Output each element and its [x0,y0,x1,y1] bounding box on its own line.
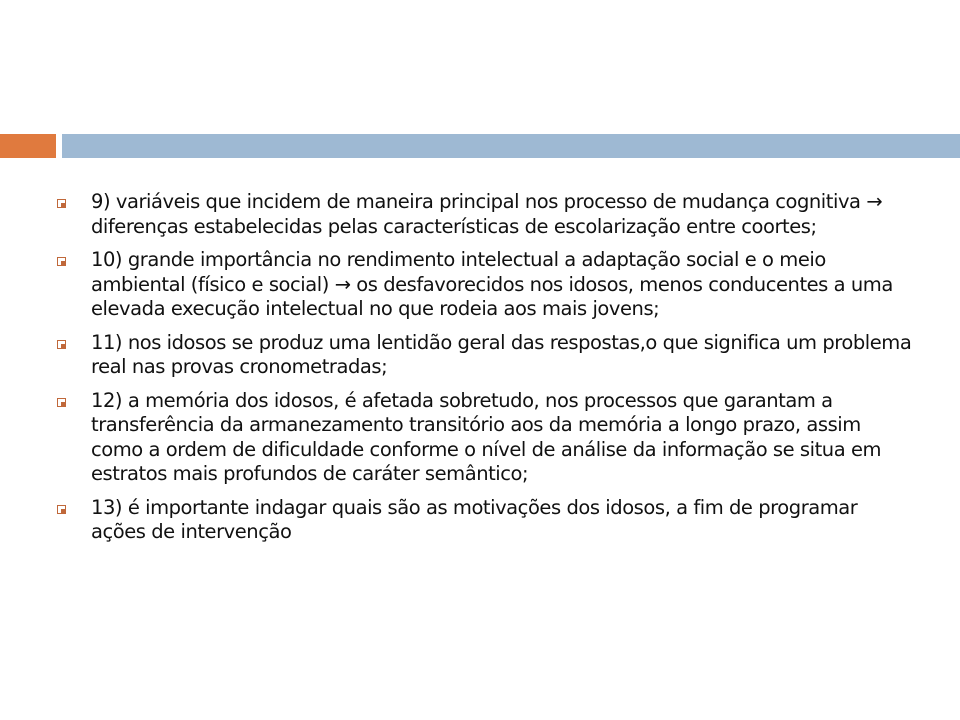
square-bullet-icon [57,340,66,349]
square-bullet-icon [57,257,66,266]
square-bullet-icon [57,398,66,407]
bullet-list [56,190,912,554]
square-bullet-icon [57,505,66,514]
list-item-text: 11) nos idosos se produz uma lentidão geral das respostas,o que significa um problema real nas provas cronometradas; [91,330,912,378]
list-item [56,190,912,239]
list-item [56,331,912,380]
list-item-text: 13) é importante indagar quais são as motivações dos idosos, a fim de programar ações de intervenção [91,495,858,543]
header-accent-orange [0,134,56,158]
header-accent-blue [62,134,960,158]
list-item-text: 12) a memória dos idosos, é afetada sobretudo, nos processos que garantam a transferência da armanezamento transitório aos da memória a longo prazo, assim como a ordem de dificuldade conforme o nível de análise da informação se situa em estratos mais profundos de caráter semântico; [91,388,882,485]
list-item-text: 10) grande importância no rendimento intelectual a adaptação social e o meio ambiental (físico e social) → os desfavorecidos nos idosos, menos conducentes a uma elevada execução intelectual no que rodeia aos mais jovens; [91,248,893,320]
list-item-text: 9) variáveis que incidem de maneira principal nos processo de mudança cognitiva → diferenças estabelecidas pelas características de escolarização entre coortes; [91,190,883,238]
list-item [56,248,912,322]
square-bullet-icon [57,199,66,208]
list-item [56,496,912,545]
list-item [56,389,912,487]
